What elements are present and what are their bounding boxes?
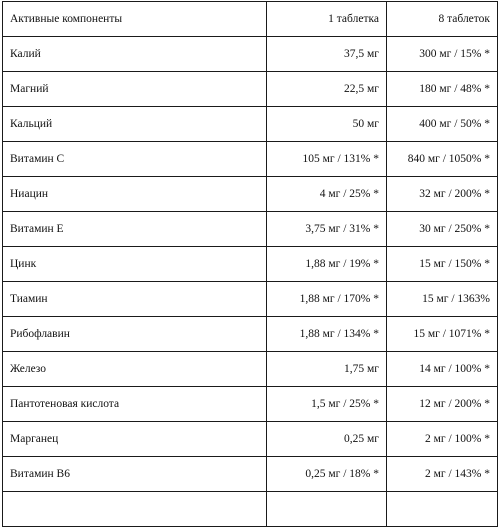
nutrient-name: Пантотеновая кислота [3,387,267,422]
value-eight-tablets [387,492,498,527]
value-one-tablet: 37,5 мг [267,37,387,72]
value-one-tablet: 1,88 мг / 170% * [267,282,387,317]
table-body [3,2,498,527]
nutrient-name: Кальций [3,107,267,142]
table-row [3,247,498,282]
value-one-tablet: 0,25 мг / 18% * [267,457,387,492]
value-eight-tablets: 2 мг / 143% * [387,457,498,492]
nutrient-name: Витамин С [3,142,267,177]
nutrient-name: Витамин Е [3,212,267,247]
header-one-tablet: 1 таблетка [267,2,387,37]
value-eight-tablets: 15 мг / 1071% * [387,317,498,352]
nutrient-name: Железо [3,352,267,387]
table-row [3,282,498,317]
value-one-tablet: 1,88 мг / 19% * [267,247,387,282]
value-one-tablet: 0,25 мг [267,422,387,457]
value-eight-tablets: 30 мг / 250% * [387,212,498,247]
table-row [3,352,498,387]
nutrient-name [3,492,267,527]
table-row [3,107,498,142]
value-one-tablet: 1,88 мг / 134% * [267,317,387,352]
value-eight-tablets: 2 мг / 100% * [387,422,498,457]
nutrient-name: Тиамин [3,282,267,317]
value-eight-tablets: 840 мг / 1050% * [387,142,498,177]
header-components: Активные компоненты [3,2,267,37]
value-eight-tablets: 400 мг / 50% * [387,107,498,142]
table-row [3,212,498,247]
nutrient-name: Витамин В6 [3,457,267,492]
nutrient-name: Цинк [3,247,267,282]
value-eight-tablets: 300 мг / 15% * [387,37,498,72]
value-one-tablet: 1,75 мг [267,352,387,387]
value-one-tablet: 22,5 мг [267,72,387,107]
value-one-tablet: 50 мг [267,107,387,142]
value-eight-tablets: 14 мг / 100% * [387,352,498,387]
table-row [3,492,498,527]
table-row [3,72,498,107]
table-row [3,457,498,492]
nutrient-name: Магний [3,72,267,107]
table-row [3,387,498,422]
value-eight-tablets: 180 мг / 48% * [387,72,498,107]
table-row [3,142,498,177]
value-one-tablet: 1,5 мг / 25% * [267,387,387,422]
table-row [3,37,498,72]
value-one-tablet: 4 мг / 25% * [267,177,387,212]
nutrient-name: Рибофлавин [3,317,267,352]
value-eight-tablets: 15 мг / 1363% [387,282,498,317]
value-one-tablet: 3,75 мг / 31% * [267,212,387,247]
nutrient-table [2,1,498,527]
table-header-row [3,2,498,37]
header-eight-tablets: 8 таблеток [387,2,498,37]
nutrient-name: Марганец [3,422,267,457]
value-eight-tablets: 15 мг / 150% * [387,247,498,282]
nutrient-name: Калий [3,37,267,72]
value-eight-tablets: 12 мг / 200% * [387,387,498,422]
table-row [3,177,498,212]
value-eight-tablets: 32 мг / 200% * [387,177,498,212]
table-row [3,422,498,457]
nutrient-name: Ниацин [3,177,267,212]
value-one-tablet: 105 мг / 131% * [267,142,387,177]
value-one-tablet [267,492,387,527]
table-row [3,317,498,352]
